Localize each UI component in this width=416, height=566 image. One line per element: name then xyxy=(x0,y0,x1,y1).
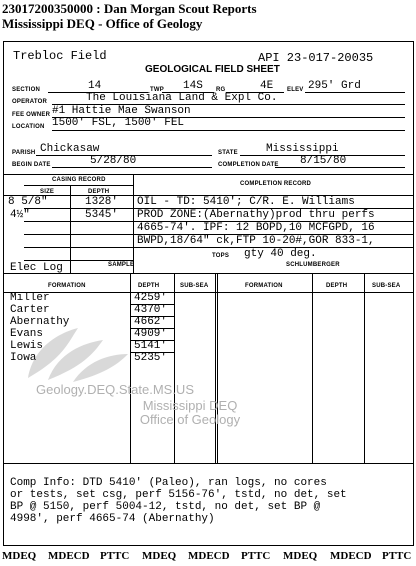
completion-record-label: COMPLETION RECORD xyxy=(240,181,312,187)
casing-depth-header: DEPTH xyxy=(88,189,110,195)
elev-label: ELEV xyxy=(287,87,304,93)
top-formation-2: Carter xyxy=(10,304,50,316)
section-label: SECTION xyxy=(12,87,41,93)
field-name: Trebloc Field xyxy=(13,49,107,63)
completion-date-value: 8/15/80 xyxy=(300,155,347,167)
begin-date-value: 5/28/80 xyxy=(90,155,137,167)
comp-info-line-4: 4998', perf 4665-74 (Abernathy) xyxy=(10,513,215,525)
parish-label: PARISH xyxy=(12,150,36,156)
tops-subsea-header: SUB-SEA xyxy=(180,283,209,289)
comp-info-line-3: BP @ 5150, perf 5004-12, tstd, no det, set BP @ xyxy=(10,501,321,513)
top-depth-5: 5141' xyxy=(134,340,168,352)
elev-value: 295' Grd xyxy=(308,80,361,92)
tops-depth-header: DEPTH xyxy=(138,283,160,289)
report-subtitle: Mississippi DEQ - Office of Geology xyxy=(2,16,203,31)
sheet-title: GEOLOGICAL FIELD SHEET xyxy=(145,64,280,75)
top-depth-3: 4662' xyxy=(134,316,168,328)
comp-info-line-1: Comp Info: DTD 5410' (Paleo), ran logs, no cores xyxy=(10,477,327,489)
completion-line-2: PROD ZONE:(Abernathy)prod thru perfs xyxy=(137,209,375,221)
api-number: API 23-017-20035 xyxy=(258,51,374,65)
comp-info-line-2: or tests, set csg, perf 5156-76', tstd, no det, set xyxy=(10,489,347,501)
top-formation-5: Lewis xyxy=(10,340,44,352)
casing-depth-1: 1328' xyxy=(85,196,119,208)
casing-size-1: 8 5/8" xyxy=(8,196,48,208)
schl-formation-header: FORMATION xyxy=(245,283,283,289)
completion-date-label: COMPLETION DATE xyxy=(218,162,279,168)
top-depth-1: 4259' xyxy=(134,292,168,304)
footer-pttc-1: PTTC xyxy=(100,550,130,562)
footer-mdeq-3: MDEQ xyxy=(283,550,318,562)
top-formation-3: Abernathy xyxy=(10,316,70,328)
tops-label: TOPS xyxy=(212,253,230,259)
twp-label: TWP xyxy=(150,87,164,93)
rg-value: 4E xyxy=(260,80,274,92)
watermark-org: Mississippi DEQ xyxy=(142,398,238,413)
schl-subsea-header: SUB-SEA xyxy=(372,283,401,289)
footer-mdeq-2: MDEQ xyxy=(142,550,177,562)
gravity-value: gty 40 deg. xyxy=(244,248,317,260)
watermark-logo xyxy=(18,318,136,388)
top-formation-6: Iowa xyxy=(10,352,37,364)
top-formation-1: Miller xyxy=(10,292,50,304)
location-label: LOCATION xyxy=(12,124,45,130)
state-label: STATE xyxy=(218,150,238,156)
footer-mdecd-2: MDECD xyxy=(188,550,230,562)
state-value: Mississippi xyxy=(266,143,339,155)
report-title: 23017200350000 : Dan Morgan Scout Reports xyxy=(2,1,257,16)
top-formation-4: Evans xyxy=(10,328,44,340)
completion-line-1: OIL - TD: 5410'; C/R. E. Williams xyxy=(137,196,355,208)
top-depth-6: 5235' xyxy=(134,352,168,364)
casing-record-label: CASING RECORD xyxy=(52,177,106,183)
footer-pttc-3: PTTC xyxy=(382,550,412,562)
casing-depth-2: 5345' xyxy=(85,209,119,221)
footer-mdeq-1: MDEQ xyxy=(2,550,37,562)
sample-label: SAMPLE xyxy=(108,262,135,268)
operator-value: The Louisiana Land & Expl Co. xyxy=(86,92,278,104)
footer-pttc-2: PTTC xyxy=(241,550,271,562)
schlumberger-label: SCHLUMBERGER xyxy=(286,262,340,268)
top-depth-4: 4909' xyxy=(134,328,168,340)
parish-value: Chickasaw xyxy=(40,143,100,155)
footer-mdecd-3: MDECD xyxy=(330,550,372,562)
footer-mdecd-1: MDECD xyxy=(48,550,90,562)
fee-owner-label: FEE OWNER xyxy=(12,112,51,118)
operator-label: OPERATOR xyxy=(12,99,48,105)
watermark-office: Office of Geology xyxy=(139,412,241,427)
top-depth-2: 4370' xyxy=(134,304,168,316)
location-value: 1500' FSL, 1500' FEL xyxy=(52,117,185,129)
watermark-url: Geology.DEQ.State.MS.US xyxy=(36,382,194,397)
fee-owner-value: #1 Hattie Mae Swanson xyxy=(52,105,191,117)
tops-formation-header: FORMATION xyxy=(48,283,86,289)
completion-line-4: BWPD,18/64" ck,FTP 10-20#,GOR 833-1, xyxy=(137,235,375,247)
elec-log-label: Elec Log xyxy=(10,262,63,274)
casing-size-header: SIZE xyxy=(40,189,55,195)
casing-size-2: 4½" xyxy=(10,209,30,221)
twp-value: 14S xyxy=(183,80,203,92)
section-value: 14 xyxy=(88,80,102,92)
schl-depth-header: DEPTH xyxy=(326,283,348,289)
completion-line-3: 4665-74'. IPF: 12 BOPD,10 MCFGPD, 16 xyxy=(137,222,375,234)
rg-label: RG xyxy=(216,87,226,93)
begin-date-label: BEGIN DATE xyxy=(12,162,51,168)
